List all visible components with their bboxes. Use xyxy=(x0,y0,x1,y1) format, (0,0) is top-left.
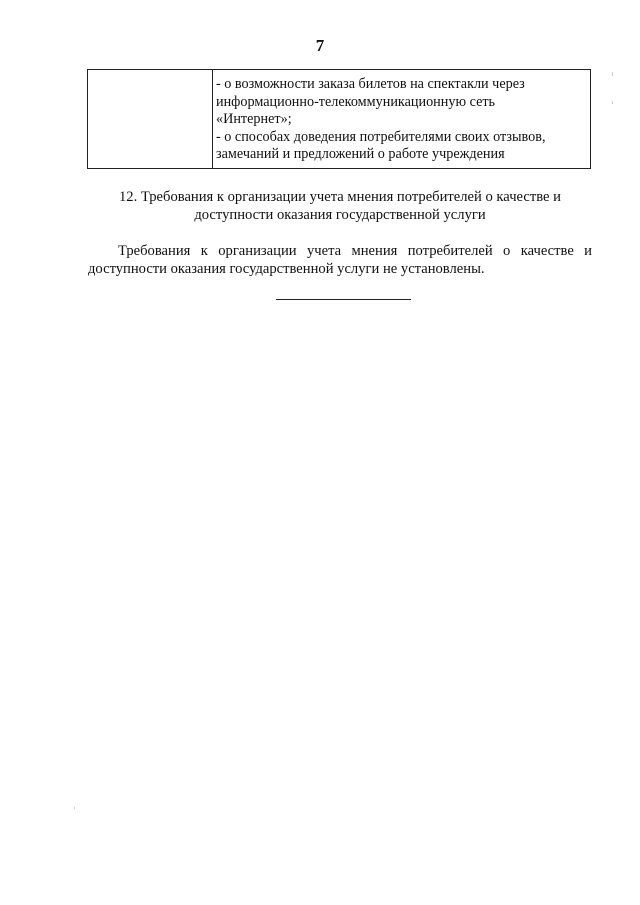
scan-artifact-mark xyxy=(74,807,75,809)
paragraph-line-1: Требования к организации учета мнения потребителей о качестве и xyxy=(118,243,592,259)
cell-line-feedback-methods: - о способах доведения потребителями своих отзывов, xyxy=(216,128,546,145)
scan-artifact-mark xyxy=(612,101,613,104)
section-paragraph xyxy=(88,242,592,278)
cell-line-internet: «Интернет»; xyxy=(216,111,292,127)
table-cell-right xyxy=(213,70,591,169)
table-cell-left xyxy=(88,70,213,169)
requirements-table xyxy=(87,69,591,169)
page-number: 7 xyxy=(315,36,325,55)
end-of-document-rule xyxy=(276,299,411,300)
cell-line-remarks: замечаний и предложений о работе учреждения xyxy=(216,146,505,162)
table-row xyxy=(88,70,591,169)
section-heading-line-2: доступности оказания государственной услуги xyxy=(194,207,486,223)
section-heading-line-1: 12. Требования к организации учета мнения потребителей о качестве и xyxy=(119,189,561,205)
section-heading xyxy=(60,188,620,224)
cell-line-network: информационно-телекоммуникационную сеть xyxy=(216,93,496,110)
paragraph-line-2: доступности оказания государственной услуги не установлены. xyxy=(88,261,485,277)
scan-artifact-mark xyxy=(612,72,613,76)
cell-line-ticket-ordering: - о возможности заказа билетов на спектакли через xyxy=(216,76,525,92)
